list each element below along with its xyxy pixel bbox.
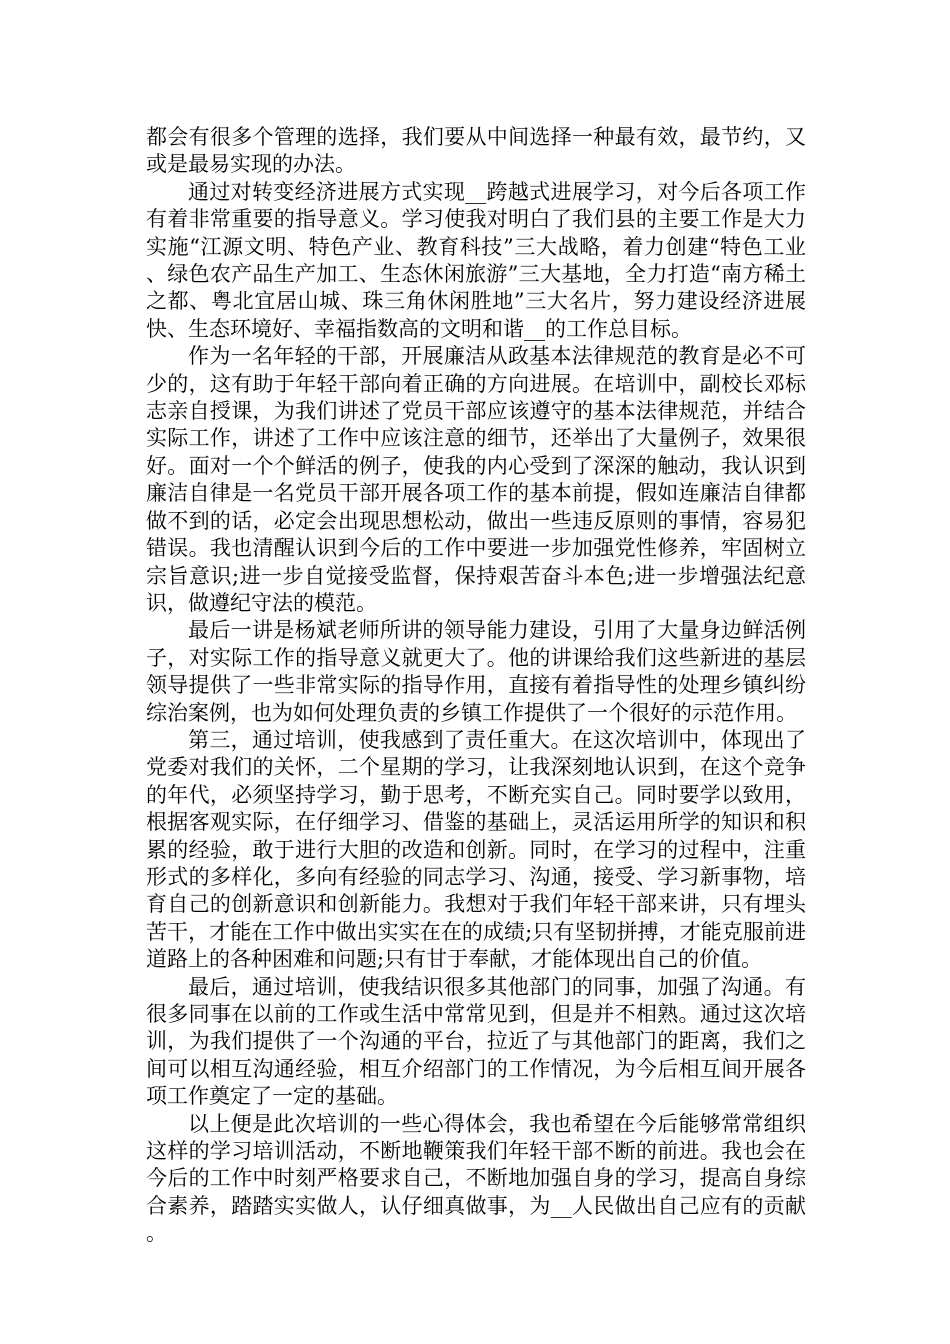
paragraph-responsibility: 第三，通过培训，使我感到了责任重大。在这次培训中，体现出了党委对我们的关怀，二个星期的学习，让我深刻地认识到，在这个竞争的年代，必须坚持学习，勤于思考，不断充实自己。同时要学以致用，根据客观实际，在仔细学习、借鉴的基础上，灵活运用所学的知识和积累的经验，敢于进行大胆的改造和创新。同时，在学习的过程中，注重形式的多样化，多向有经验的同志学习、沟通，接受、学习新事物，培育自己的创新意识和创新能力。我想对于我们年轻干部来讲，只有埋头苦干，才能在工作中做出实实在在的成绩;只有坚韧拼搏，才能克服前进道路上的各种困难和问题;只有甘于奉献，才能体现出自己的价值。: [146, 727, 806, 972]
paragraph-integrity-education: 作为一名年轻的干部，开展廉洁从政基本法律规范的教育是必不可少的，这有助于年轻干部向着正确的方向进展。在培训中，副校长邓标志亲自授课，为我们讲述了党员干部应该遵守的基本法律规范，并结合实际工作，讲述了工作中应该注意的细节，还举出了大量例子，效果很好。面对一个个鲜活的例子，使我的内心受到了深深的触动，我认识到廉洁自律是一名党员干部开展各项工作的基本前提，假如连廉洁自律都做不到的话，必定会出现思想松动，做出一些违反原则的事情，容易犯错误。我也清醒认识到今后的工作中要进一步加强党性修养，牢固树立宗旨意识;进一步自觉接受监督，保持艰苦奋斗本色;进一步增强法纪意识，做遵纪守法的模范。: [146, 344, 806, 615]
paragraph-continuation: 都会有很多个管理的选择，我们要从中间选择一种最有效，最节约，又或是最易实现的办法。: [146, 125, 806, 177]
paragraph-leadership-lecture: 最后一讲是杨斌老师所讲的领导能力建设，引用了大量身边鲜活例子，对实际工作的指导意义就更大了。他的讲课给我们这些新进的基层领导提供了一些非常实际的指导作用，直接有着指导性的处理乡镇纠纷综治案例，也为如何处理负责的乡镇工作提供了一个很好的示范作用。: [146, 618, 806, 725]
document-body: [146, 124, 806, 1248]
paragraph-communication: 最后，通过培训，使我结识很多其他部门的同事，加强了沟通。有很多同事在以前的工作或生活中常常见到，但是并不相熟。通过这次培训，为我们提供了一个沟通的平台，拉近了与其他部门的距离，我们之间可以相互沟通经验，相互介绍部门的工作情况，为今后相互间开展各项工作奠定了一定的基础。: [146, 974, 806, 1109]
paragraph-economic-development: 通过对转变经济进展方式实现__跨越式进展学习，对今后各项工作有着非常重要的指导意义。学习使我对明白了我们县的主要工作是大力实施“江源文明、特色产业、教育科技”三大战略，着力创建“特色工业、绿色农产品生产加工、生态休闲旅游”三大基地，全力打造“南方稀土之都、粤北宜居山城、珠三角休闲胜地”三大名片，努力建设经济进展快、生态环境好、幸福指数高的文明和谐__的工作总目标。: [146, 179, 806, 341]
paragraph-conclusion: 以上便是此次培训的一些心得体会，我也希望在今后能够常常组织这样的学习培训活动，不断地鞭策我们年轻干部不断的前进。我也会在今后的工作中时刻严格要求自己，不断地加强自身的学习，提高自身综合素养，踏踏实实做人，认仔细真做事，为__人民做出自己应有的贡献。: [146, 1111, 806, 1246]
